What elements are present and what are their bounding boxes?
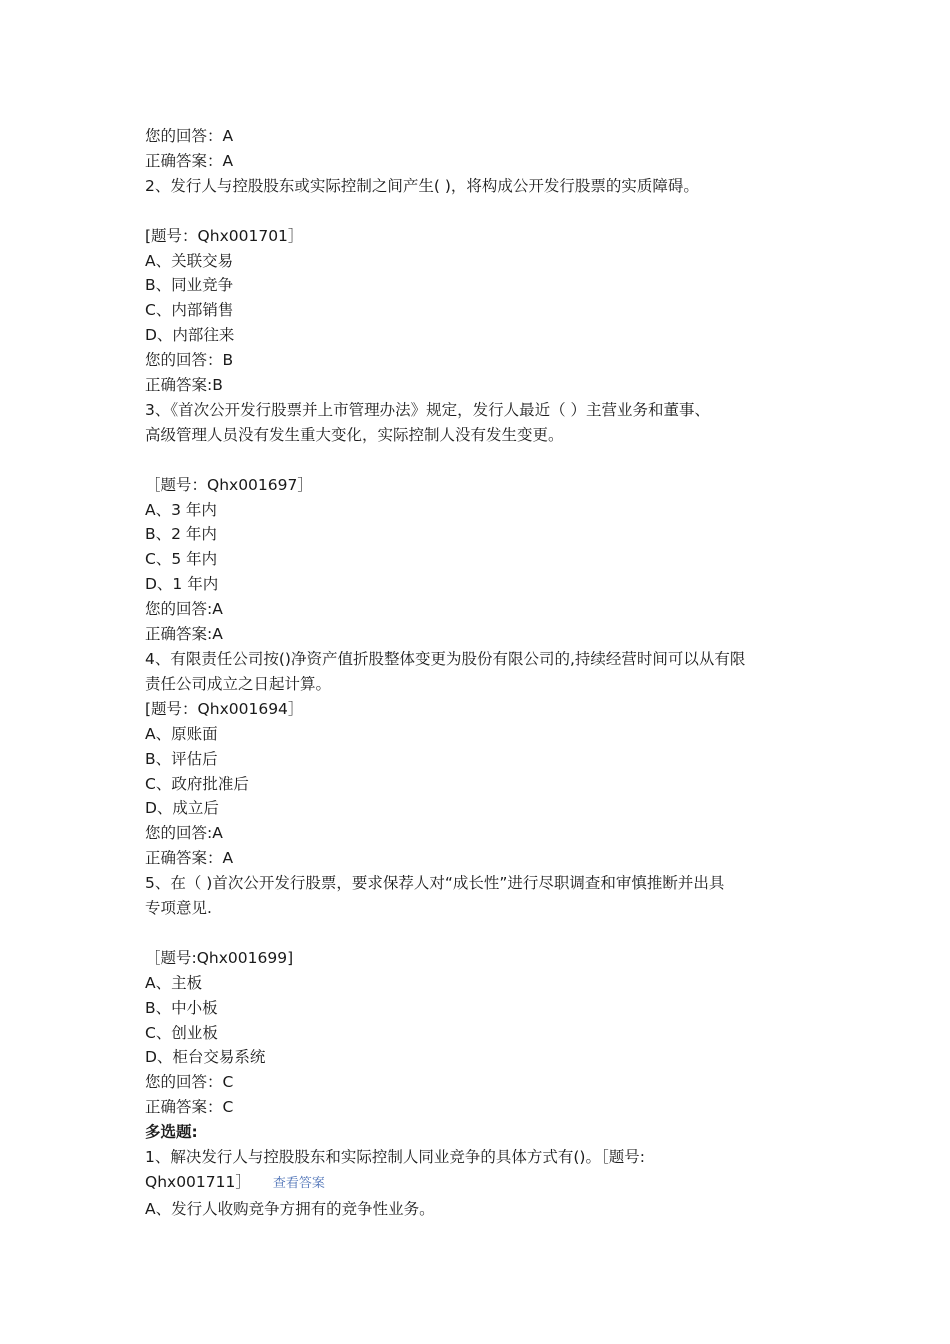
question-text: 专项意见. [145, 899, 212, 918]
your-answer: 您的回答:A [145, 824, 223, 843]
option: D、1 年内 [145, 575, 219, 594]
question-id: [题号：Qhx001694］ [145, 699, 304, 718]
correct-answer: 正确答案:B [145, 376, 223, 395]
option: A、发行人收购竞争方拥有的竞争性业务。 [145, 1199, 435, 1218]
question-id: Qhx001711］ [145, 1173, 251, 1192]
question-text: 3、《首次公开发行股票并上市管理办法》规定，发行人最近（ ）主营业务和董事、 [145, 400, 711, 419]
option: A、原账面 [145, 724, 218, 743]
option: C、创业板 [145, 1023, 218, 1042]
your-answer: 您的回答:A [145, 600, 223, 619]
your-answer: 您的回答：C [145, 1073, 234, 1092]
option: A、主板 [145, 973, 203, 992]
option: B、中小板 [145, 998, 218, 1017]
correct-answer: 正确答案:A [145, 625, 223, 644]
option: A、关联交易 [145, 251, 234, 270]
question-id: [题号：Qhx001701］ [145, 226, 304, 245]
your-answer: 您的回答：B [145, 351, 234, 370]
option: C、内部销售 [145, 301, 234, 320]
question-text: 高级管理人员没有发生重大变化，实际控制人没有发生变更。 [145, 425, 564, 444]
blank-line [145, 199, 810, 224]
option: C、政府批准后 [145, 774, 249, 793]
blank-line [145, 448, 810, 473]
your-answer: 您的回答：A [145, 127, 234, 145]
question-text: 5、在（ )首次公开发行股票，要求保荐人对“成长性”进行尽职调查和审慎推断并出具 [145, 874, 725, 893]
view-answer-link[interactable]: 查看答案 [272, 1176, 325, 1192]
question-id: ［题号：Qhx001697］ [145, 475, 313, 494]
correct-answer: 正确答案：A [145, 849, 234, 868]
option: B、评估后 [145, 749, 218, 768]
question-id: ［题号:Qhx001699] [145, 948, 294, 967]
question-text: 责任公司成立之日起计算。 [145, 674, 332, 693]
section-heading: 多选题: [145, 1123, 198, 1142]
question-text: 2、发行人与控股股东或实际控制之间产生( )，将构成公开发行股票的实质障碍。 [145, 176, 699, 195]
option: C、5 年内 [145, 550, 218, 569]
option: B、2 年内 [145, 525, 217, 544]
blank-line [145, 921, 810, 946]
question-text: 1、解决发行人与控股股东和实际控制人同业竞争的具体方式有()。［题号: [145, 1148, 645, 1167]
question-list [145, 124, 810, 1222]
question-id-row [145, 1170, 810, 1197]
option: B、同业竞争 [145, 276, 234, 295]
option: D、内部往来 [145, 326, 235, 345]
option: A、3 年内 [145, 500, 217, 519]
correct-answer: 正确答案：A [145, 151, 234, 170]
question-text: 4、有限责任公司按()净资产值折股整体变更为股份有限公司的,持续经营时间可以从有限 [145, 650, 746, 668]
correct-answer: 正确答案：C [145, 1098, 234, 1117]
option: D、柜台交易系统 [145, 1048, 266, 1067]
option: D、成立后 [145, 799, 219, 818]
